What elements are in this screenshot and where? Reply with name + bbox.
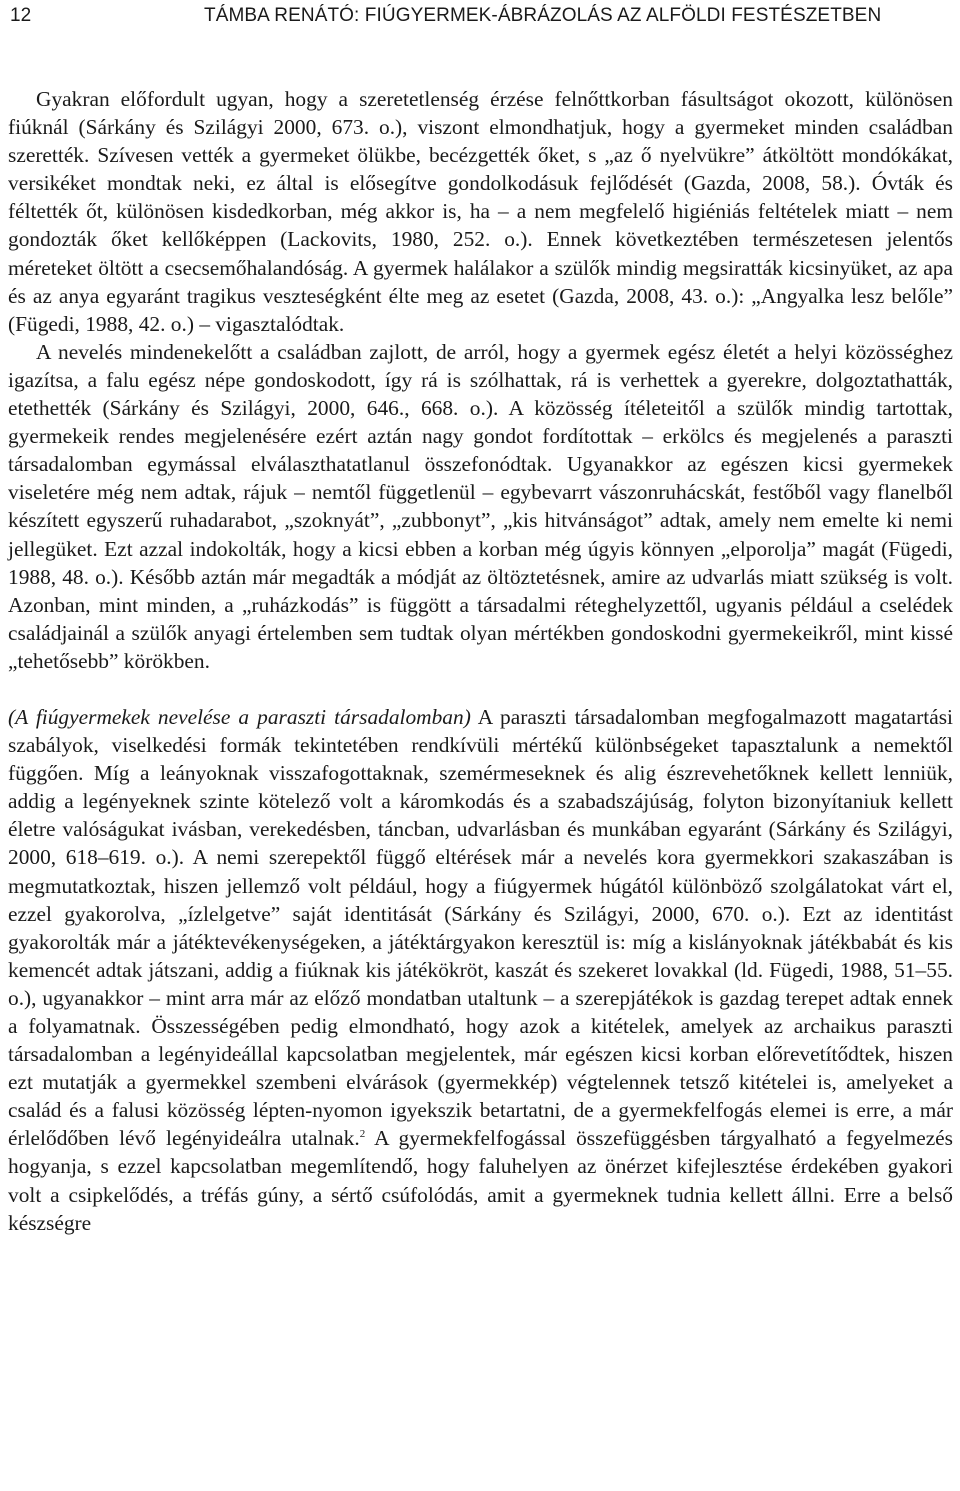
section-paragraph <box>8 703 953 1237</box>
running-header <box>0 0 960 36</box>
article-body <box>8 85 953 1237</box>
paragraph-2: A nevelés mindenekelőtt a családban zajlott, de arról, hogy a gyermek egész életét a helyi közösséghez igazítsa, a falu egész népe gondoskodott, így rá is szólhattak, rá is verhettek a gyerekre, dolgoztathatták, etethették (Sárkány és Szilágyi, 2000, 646., 668. o.). A közösség ítéleteitől a szülők mindig tartottak, gyermekeik rendes megjelenésére ezért aztán nagy gondot fordítottak – erkölcs és megjelenés a paraszti társadalomban egymással elválaszthatatlanul összefonódtak. Ugyanakkor az egészen kicsi gyermekek viseletére még nem adtak, rájuk – nemtől függetlenül – egybevarrt vászonruhácskát, festőből vagy flanelből készített egyszerű ruhadarabot, „szoknyát”, „zubbonyt”, „kis hitvánságot” adtak, amely nem emelte ki nemi jellegüket. Ezt azzal indokolták, hogy a kicsi ebben a korban még úgyis könnyen „elporolja” magát (Fügedi, 1988, 48. o.). Később aztán már megadták a módját az öltöztetésnek, amire az udvarlás miatt szükség is volt. Azonban, mint minden, a „ruházkodás” is függött a társadalmi réteghelyzettől, ugyanis például a cselédek családjainál a szülők anyagi értelemben sem tudtak olyan mértékben gondoskodni gyermekeikről, mint kissé „tehetősebb” körökben. <box>8 339 953 673</box>
paragraph-1: Gyakran előfordult ugyan, hogy a szeretetlenség érzése felnőttkorban fásultságot okozott, különösen fiúknál (Sárkány és Szilágyi 2000, 673. o.), viszont elmondhatjuk, hogy a gyermeket minden családban szerették. Szívesen vették a gyermeket ölükbe, becézgették őket, s „az ő nyelvükre” átköltött mondókákat, versikéket mondtak neki, ez által is elősegítve gondolkodásuk fejlődését (Gazda, 2008, 58.). Óvták és féltették őt, különösen kisdedkorban, még akkor is, ha – a nem megfelelő higiéniás feltételek miatt – nem gondozták őket kellőképpen (Lackovits, 1980, 252. o.). Ennek következtében természetesen jelentős méreteket öltött a csecsemőhalandóság. A gyermek halálakor a szülők mindig megsiratták kicsinyüket, az apa és az anya egyaránt tragikus veszteségként élte meg az esetet (Gazda, 2008, 43. o.): „Angyalka lesz belőle” (Fügedi, 1988, 42. o.) – vigasztalódtak. <box>8 87 953 336</box>
section-text-part-1: A paraszti társadalomban megfogalmazott magatartási szabályok, viselkedési formák tekintetében rendkívüli mértékű különbségeket tapasztalunk a nemektől függően. Míg a leányoknak visszafogottaknak, szemérmeseknek és alig észrevehetőknek kellett lenniük, addig a legényeknek szinte kötelező volt a káromkodás és a szabadszájúság, folyton bizonyítaniuk kellett életre valóságukat ivásban, verekedésben, táncban, udvarlásban és munkában egyaránt (Sárkány és Szilágyi, 2000, 618–619. o.). A nemi szerepektől függő eltérések már a nevelés kora gyermekkori szakaszában is megmutatkoztak, hiszen jellemző volt például, hogy a fiúgyermek húgától különböző szolgálatokat várt el, ezzel gyakorolva, „ízlelgetve” saját identitását (Sárkány és Szilágyi, 2000, 670. o.). Ezt az identitást gyakorolták már a játéktevékenységeken, a játéktárgyakon keresztül is: míg a kislányoknak játékbabát és kis kemencét adtak játszani, addig a fiúknak kis játékökröt, kaszát és szekeret lovakkal (ld. Fügedi, 1988, 51–55. o.), ugyanakkor – mint arra már az előző mondatban utaltunk – a szerepjátékok is gazdag terepet adtak ennek a folyamatnak. Összességében pedig elmondható, hogy azok a kitételek, amelyek az archaikus paraszti társadalomban a legényideállal kapcsolatban megjelentek, már egészen kicsi korban előrevetítődtek, hiszen ezt mutatják a gyermekkel szembeni elvárások (gyermekkép) végtelennek tetsző kitételei is, amelyeket a család és a falusi közösség lépten-nyomon igyekszik betartatni, de a gyermekfelfogás elemei is erre, a már érlelődőben lévő legényideálra utalnak. <box>8 704 953 1151</box>
footnote-reference[interactable]: 2 <box>359 1128 366 1141</box>
running-head-title: TÁMBA RENÁTÓ: FIÚGYERMEK-ÁBRÁZOLÁS AZ ALFÖLDI FESTÉSZETBEN <box>204 5 882 26</box>
page-number: 12 <box>10 5 32 26</box>
section-title: (A fiúgyermekek nevelése a paraszti társadalomban) <box>8 704 471 729</box>
section-text-part-2: A gyermekfelfogással összefüggésben tárgyalható a fegyelmezés hogyanja, s ezzel kapcsolatban megemlítendő, hogy faluhelyen az önérzet kifejlesztése érdekében gyakori volt a csipkelődés, a tréfás gúny, a sértő csúfolódás, amit a gyermeknek tudnia kellett állni. Erre a belső készségre <box>8 1126 954 1235</box>
